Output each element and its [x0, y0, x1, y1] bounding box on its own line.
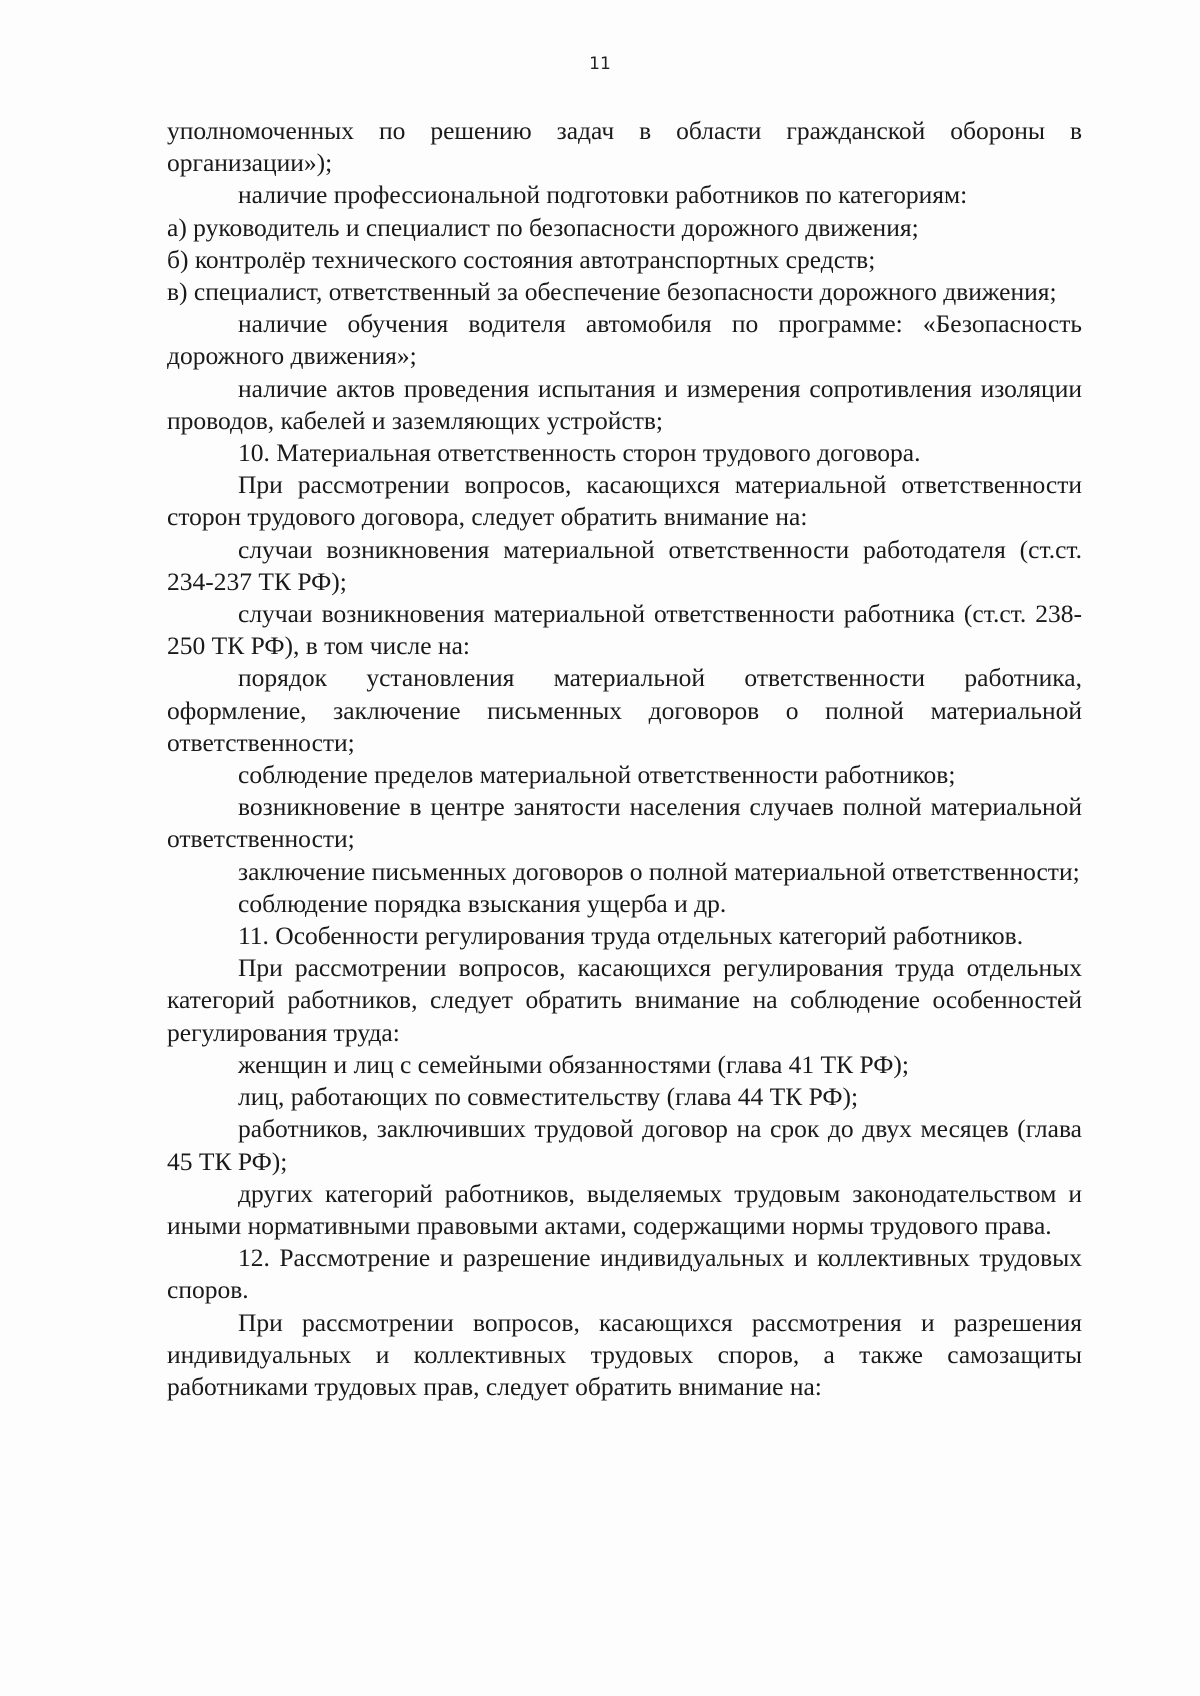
paragraph: женщин и лиц с семейными обязанностями (глава 41 ТК РФ);: [238, 1049, 909, 1079]
section-heading: 11. Особенности регулирования труда отдельных категорий работников.: [238, 921, 1024, 951]
paragraph: случаи возникновения материальной ответственности работника (ст.ст. 238-250 ТК РФ), в том числе на:: [167, 599, 1082, 661]
paragraph: наличие обучения водителя автомобиля по программе: «Безопасность дорожного движения»;: [167, 309, 1082, 371]
list-item: б) контролёр технического состояния автотранспортных средств;: [167, 244, 876, 274]
paragraph: соблюдение порядка взыскания ущерба и др.: [238, 888, 727, 918]
section-heading: 12. Рассмотрение и разрешение индивидуальных и коллективных трудовых споров.: [167, 1243, 1082, 1305]
paragraph: уполномоченных по решению задач в области гражданской обороны в организации»);: [167, 116, 1082, 178]
document-body: [167, 115, 1082, 1403]
page-number: 11: [589, 54, 611, 74]
paragraph: соблюдение пределов материальной ответственности работников;: [238, 760, 956, 790]
paragraph: При рассмотрении вопросов, касающихся рассмотрения и разрешения индивидуальных и коллективных трудовых споров, а также самозащиты работниками трудовых прав, следует обратить внимание на:: [167, 1307, 1082, 1401]
paragraph: лиц, работающих по совместительству (глава 44 ТК РФ);: [238, 1082, 859, 1112]
paragraph: При рассмотрении вопросов, касающихся регулирования труда отдельных категорий работников, следует обратить внимание на соблюдение особенностей регулирования труда:: [167, 953, 1082, 1047]
paragraph: порядок установления материальной ответственности работника, оформление, заключение письменных договоров о полной материальной ответственности;: [167, 663, 1082, 757]
section-heading: 10. Материальная ответственность сторон трудового договора.: [238, 438, 921, 468]
paragraph: возникновение в центре занятости населения случаев полной материальной ответственности;: [167, 792, 1082, 854]
paragraph: других категорий работников, выделяемых трудовым законодательством и иными нормативными правовыми актами, содержащими нормы трудового права.: [167, 1178, 1082, 1240]
paragraph: наличие профессиональной подготовки работников по категориям:: [238, 180, 968, 210]
list-item: в) специалист, ответственный за обеспечение безопасности дорожного движения;: [167, 277, 1057, 307]
paragraph: работников, заключивших трудовой договор на срок до двух месяцев (глава 45 ТК РФ);: [167, 1114, 1082, 1176]
list-item: а) руководитель и специалист по безопасности дорожного движения;: [167, 212, 919, 242]
paragraph: наличие актов проведения испытания и измерения сопротивления изоляции проводов, кабелей и заземляющих устройств;: [167, 373, 1082, 435]
paragraph: случаи возникновения материальной ответственности работодателя (ст.ст. 234-237 ТК РФ);: [167, 534, 1082, 596]
paragraph: При рассмотрении вопросов, касающихся материальной ответственности сторон трудового договора, следует обратить внимание на:: [167, 470, 1082, 532]
paragraph: заключение письменных договоров о полной материальной ответственности;: [238, 856, 1080, 886]
